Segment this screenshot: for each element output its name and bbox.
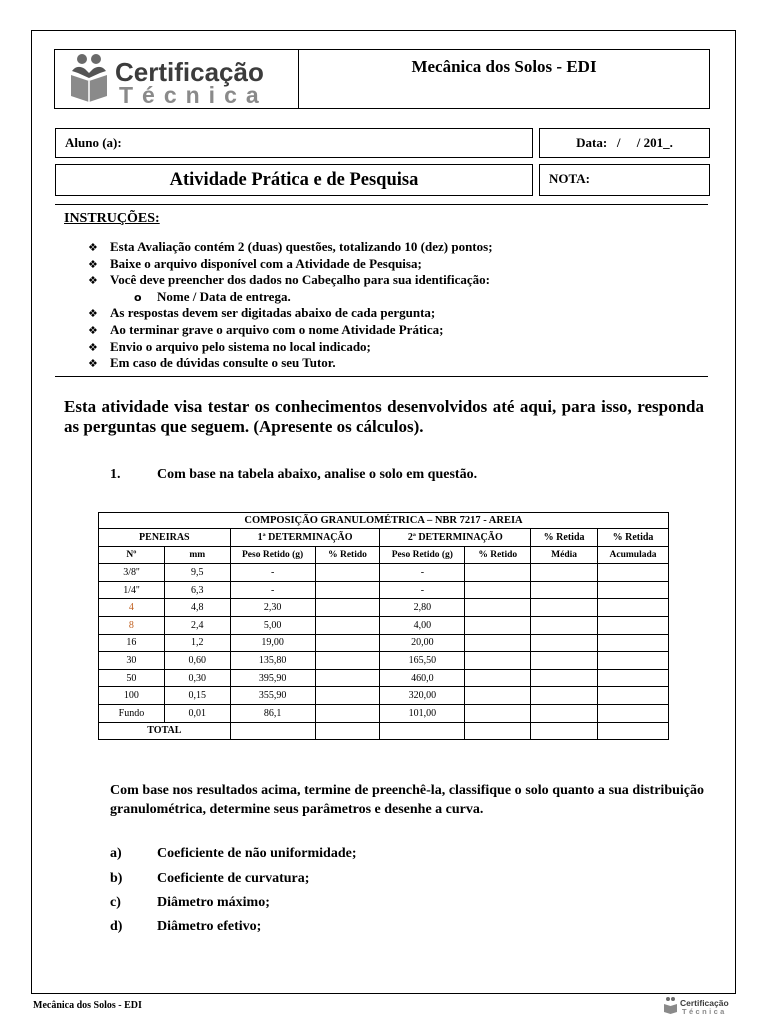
subheader-peso1: Peso Retido (g) — [230, 546, 315, 564]
cell-empty[interactable] — [315, 687, 380, 705]
cell-n: 16 — [99, 634, 165, 652]
subquestion-text: Coeficiente de curvatura; — [157, 871, 310, 886]
certificacao-tecnica-logo — [55, 50, 297, 107]
activity-title: Atividade Prática e de Pesquisa — [169, 170, 419, 190]
instruction-item: ❖ Envio o arquivo pelo sistema no local indicado; — [88, 338, 371, 354]
aluno-field[interactable] — [55, 128, 533, 158]
diamond-bullet-icon: ❖ — [88, 257, 98, 271]
cell-empty[interactable] — [315, 581, 380, 599]
subquestion-text: Coeficiente de não uniformidade; — [157, 846, 357, 861]
header-peneiras: PENEIRAS — [99, 529, 231, 547]
cell-peso1: 135,80 — [230, 652, 315, 670]
cell-empty[interactable] — [465, 599, 531, 617]
cell-empty[interactable] — [380, 722, 465, 740]
cell-n: 100 — [99, 687, 165, 705]
cell-peso2: - — [380, 581, 465, 599]
instruction-subitem: o Nome / Data de entrega. — [134, 288, 291, 304]
table-row — [99, 669, 669, 687]
cell-mm: 0,01 — [164, 704, 230, 722]
cell-empty[interactable] — [531, 581, 598, 599]
cell-peso2: - — [380, 564, 465, 582]
data-field[interactable] — [539, 128, 710, 158]
cell-empty[interactable] — [465, 704, 531, 722]
subheader-n: Nº — [99, 546, 165, 564]
divider-top — [55, 204, 708, 205]
subheader-ret2: % Retido — [465, 546, 531, 564]
cell-peso1: - — [230, 564, 315, 582]
cell-empty[interactable] — [531, 687, 598, 705]
total-label: TOTAL — [99, 722, 231, 740]
subquestion-text: Diâmetro máximo; — [157, 895, 270, 910]
subheader-peso2: Peso Retido (g) — [380, 546, 465, 564]
diamond-bullet-icon: ❖ — [88, 340, 98, 354]
cell-mm: 2,4 — [164, 616, 230, 634]
cell-peso2: 2,80 — [380, 599, 465, 617]
cell-empty[interactable] — [598, 616, 669, 634]
cell-empty[interactable] — [465, 652, 531, 670]
course-title: Mecânica dos Solos - EDI — [411, 57, 597, 76]
header-det1: 1ª DETERMINAÇÃO — [230, 529, 380, 547]
instruction-item: ❖ Esta Avaliação contém 2 (duas) questões, totalizando 10 (dez) pontos; — [88, 239, 493, 254]
subheader-ret1: % Retido — [315, 546, 380, 564]
cell-n: 8 — [99, 616, 165, 634]
table-row — [99, 634, 669, 652]
cell-n: 4 — [99, 599, 165, 617]
cell-empty[interactable] — [465, 687, 531, 705]
cell-empty[interactable] — [531, 634, 598, 652]
cell-empty[interactable] — [598, 564, 669, 582]
course-title-box — [298, 49, 710, 109]
cell-empty[interactable] — [598, 581, 669, 599]
cell-empty[interactable] — [315, 599, 380, 617]
cell-empty[interactable] — [315, 564, 380, 582]
cell-empty[interactable] — [598, 669, 669, 687]
instructions-title: INSTRUÇÕES: — [64, 211, 160, 226]
divider-instructions — [55, 376, 708, 377]
cell-peso1: - — [230, 581, 315, 599]
table-row — [99, 652, 669, 670]
subheader-acumulada: Acumulada — [598, 546, 669, 564]
instruction-item: ❖ Ao terminar grave o arquivo com o nome Atividade Prática; — [88, 321, 444, 337]
cell-empty[interactable] — [465, 722, 531, 740]
cell-empty[interactable] — [531, 669, 598, 687]
cell-peso2: 320,00 — [380, 687, 465, 705]
cell-empty[interactable] — [465, 634, 531, 652]
cell-n: 1/4'' — [99, 581, 165, 599]
cell-peso1: 395,90 — [230, 669, 315, 687]
table-row — [99, 581, 669, 599]
instruction-item: ❖ Em caso de dúvidas consulte o seu Tutor. — [88, 355, 336, 371]
logo-box — [54, 49, 299, 109]
cell-mm: 0,30 — [164, 669, 230, 687]
svg-text:Técnica: Técnica — [119, 82, 268, 107]
granulometry-table — [98, 512, 669, 740]
aluno-label: Aluno (a): — [65, 135, 122, 150]
header-det2: 2ª DETERMINAÇÃO — [380, 529, 531, 547]
table-row-total — [99, 722, 669, 740]
cell-n: 3/8'' — [99, 564, 165, 582]
table-caption: COMPOSIÇÃO GRANULOMÉTRICA – NBR 7217 - AREIA — [99, 513, 669, 529]
cell-empty[interactable] — [315, 704, 380, 722]
subquestion-letter: d) — [110, 919, 123, 934]
cell-mm: 0,60 — [164, 652, 230, 670]
cell-peso2: 101,00 — [380, 704, 465, 722]
cell-empty[interactable] — [531, 599, 598, 617]
instructions-paragraph: Com base nos resultados acima, termine de preenchê-la, classifique o solo quanto a sua distribuição granulométrica, determine seus parâmetros e desenhe a curva. — [110, 783, 704, 817]
data-label: Data: / / 201_. — [576, 135, 673, 150]
instruction-item: ❖ As respostas devem ser digitadas abaixo de cada pergunta; — [88, 305, 436, 321]
cell-peso2: 165,50 — [380, 652, 465, 670]
cell-empty[interactable] — [598, 687, 669, 705]
table-row — [99, 564, 669, 582]
instructions-list — [88, 239, 708, 372]
svg-text:Certificação: Certificação — [115, 57, 264, 87]
cell-empty[interactable] — [315, 634, 380, 652]
cell-empty[interactable] — [531, 616, 598, 634]
cell-peso2: 20,00 — [380, 634, 465, 652]
cell-empty[interactable] — [598, 599, 669, 617]
subheader-mm: mm — [164, 546, 230, 564]
diamond-bullet-icon: ❖ — [88, 241, 98, 254]
svg-text:Certificação: Certificação — [680, 998, 729, 1008]
cell-mm: 9,5 — [164, 564, 230, 582]
instruction-item: ❖ Você deve preencher dos dados no Cabeçalho para sua identificação: — [88, 272, 491, 288]
cell-empty[interactable] — [315, 669, 380, 687]
cell-peso2: 4,00 — [380, 616, 465, 634]
cell-empty[interactable] — [598, 652, 669, 670]
subquestion-letter: b) — [110, 871, 123, 886]
cell-empty[interactable] — [465, 669, 531, 687]
header-retida-acum-1: % Retida — [598, 529, 669, 547]
table-row — [99, 599, 669, 617]
instruction-item: ❖ Baixe o arquivo disponível com a Atividade de Pesquisa; — [88, 255, 422, 271]
question-number: 1. — [110, 467, 121, 482]
question-text: Com base na tabela abaixo, analise o solo em questão. — [157, 467, 478, 482]
footer-logo-icon — [662, 996, 736, 1016]
subquestion-text: Diâmetro efetivo; — [157, 919, 262, 934]
subquestion-letter: a) — [110, 846, 122, 861]
cell-peso1: 5,00 — [230, 616, 315, 634]
intro-paragraph: Esta atividade visa testar os conhecimentos desenvolvidos até aqui, para isso, responda as perguntas que seguem. (Apresente os cálculos). — [64, 397, 704, 436]
cell-peso1: 355,90 — [230, 687, 315, 705]
cell-empty[interactable] — [315, 722, 380, 740]
diamond-bullet-icon: ❖ — [88, 307, 98, 321]
footer-text: Mecânica dos Solos - EDI — [33, 1000, 142, 1011]
cell-empty[interactable] — [598, 704, 669, 722]
nota-label: NOTA: — [549, 171, 590, 186]
cell-mm: 1,2 — [164, 634, 230, 652]
diamond-bullet-icon: ❖ — [88, 323, 98, 337]
cell-n: Fundo — [99, 704, 165, 722]
cell-empty[interactable] — [315, 616, 380, 634]
cell-peso1: 19,00 — [230, 634, 315, 652]
circle-bullet-icon: o — [134, 290, 142, 304]
diamond-bullet-icon: ❖ — [88, 274, 98, 288]
cell-empty[interactable] — [531, 652, 598, 670]
cell-empty[interactable] — [598, 722, 669, 740]
subheader-media: Média — [531, 546, 598, 564]
cell-empty[interactable] — [465, 581, 531, 599]
table-row — [99, 704, 669, 722]
cell-empty[interactable] — [315, 652, 380, 670]
subquestion-letter: c) — [110, 895, 121, 910]
cell-mm: 6,3 — [164, 581, 230, 599]
cell-empty[interactable] — [465, 616, 531, 634]
cell-empty[interactable] — [531, 722, 598, 740]
cell-n: 30 — [99, 652, 165, 670]
cell-mm: 4,8 — [164, 599, 230, 617]
cell-peso1: 2,30 — [230, 599, 315, 617]
cell-empty[interactable] — [598, 634, 669, 652]
svg-text:Técnica: Técnica — [682, 1007, 727, 1016]
cell-empty[interactable] — [230, 722, 315, 740]
cell-mm: 0,15 — [164, 687, 230, 705]
nota-field[interactable] — [539, 164, 710, 196]
cell-empty[interactable] — [531, 704, 598, 722]
table-row — [99, 687, 669, 705]
activity-title-box — [55, 164, 533, 196]
header-retida-media-1: % Retida — [531, 529, 598, 547]
cell-empty[interactable] — [465, 564, 531, 582]
diamond-bullet-icon: ❖ — [88, 357, 98, 371]
cell-empty[interactable] — [531, 564, 598, 582]
footer-logo — [662, 996, 736, 1021]
cell-peso2: 460,0 — [380, 669, 465, 687]
cell-n: 50 — [99, 669, 165, 687]
table-row — [99, 616, 669, 634]
cell-peso1: 86,1 — [230, 704, 315, 722]
